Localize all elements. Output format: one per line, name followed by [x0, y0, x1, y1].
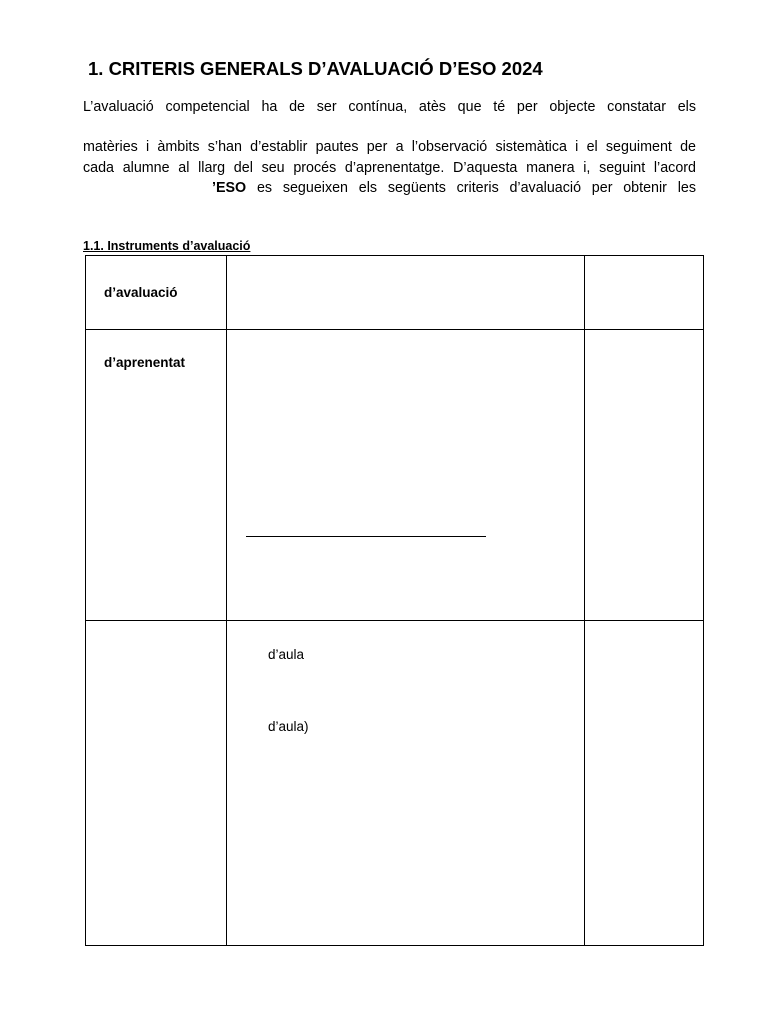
blank-line — [246, 536, 486, 537]
paragraph-line-4 — [212, 178, 696, 198]
document-title: 1. CRITERIS GENERALS D’AVALUACIÓ D’ESO 2024 — [88, 58, 543, 79]
column-divider-2 — [584, 256, 585, 945]
paragraph-line-1: L’avaluació competencial ha de ser contínua, atès que té per objecte constatar els — [83, 99, 696, 115]
paragraph-line-3: cada alumne al llarg del seu procés d’aprenentatge. D’aquesta manera i, seguint l’acord — [83, 160, 696, 176]
row-divider-2 — [86, 620, 703, 621]
eso-bold-fragment: ’ESO — [212, 180, 247, 196]
paragraph-line-2: matèries i àmbits s’han d’establir pautes per a l’observació sistemàtica i el seguiment de — [83, 139, 696, 155]
row-divider-1 — [86, 329, 703, 330]
evaluation-table — [85, 255, 704, 946]
row1-label: d’avaluació — [104, 285, 178, 300]
row2-label: d’aprenentat — [104, 355, 186, 370]
row3-item-1: d’aula — [268, 647, 305, 662]
column-divider-1 — [226, 256, 227, 945]
row3-item-2: d’aula) — [268, 719, 309, 734]
paragraph-line-4-text: es segueixen els següents criteris d’avaluació per obtenir les — [256, 180, 696, 196]
section-heading: 1.1. Instruments d’avaluació — [83, 239, 251, 253]
